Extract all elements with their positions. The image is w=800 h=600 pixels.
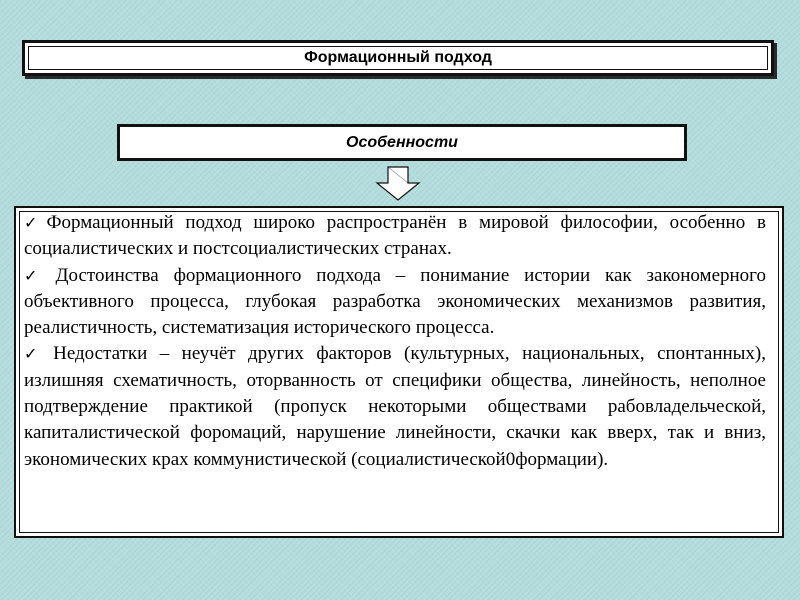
slide-title: Формационный подход — [304, 49, 492, 66]
bullet-text: Формационный подход широко распространён в мировой философии, особенно в социалистических и постсоциалистических странах. — [24, 212, 766, 260]
slide-subtitle: Особенности — [346, 133, 458, 151]
bullet-text: Недостатки – неучёт других факторов (культурных, национальных, спонтанных), излишняя схематичность, оторванность от специфики общества, линейность, неполное подтверждение практикой (пропуск некоторыми обществами рабовладельческой, капиталистической форомаций, нарушение линейности, скачки как вверх, так и вниз, экономических крах коммунистической (социалистической0формации). — [24, 343, 766, 470]
subtitle-box — [117, 124, 687, 161]
bullet-prevalence — [24, 210, 766, 263]
checkmark-icon: ✓ — [24, 265, 48, 285]
title-box — [22, 40, 774, 76]
bullet-text: Достоинства формационного подхода – понимание истории как закономерного объективного процесса, глубокая разработка экономических механизмов развития, реалистичность, систематизация исторического процесса. — [24, 264, 766, 339]
down-arrow-icon — [374, 166, 422, 202]
bullet-advantages — [24, 263, 766, 342]
checkmark-icon: ✓ — [24, 213, 45, 232]
checkmark-icon: ✓ — [24, 344, 46, 364]
bullet-disadvantages — [24, 341, 766, 472]
features-box — [14, 206, 784, 538]
